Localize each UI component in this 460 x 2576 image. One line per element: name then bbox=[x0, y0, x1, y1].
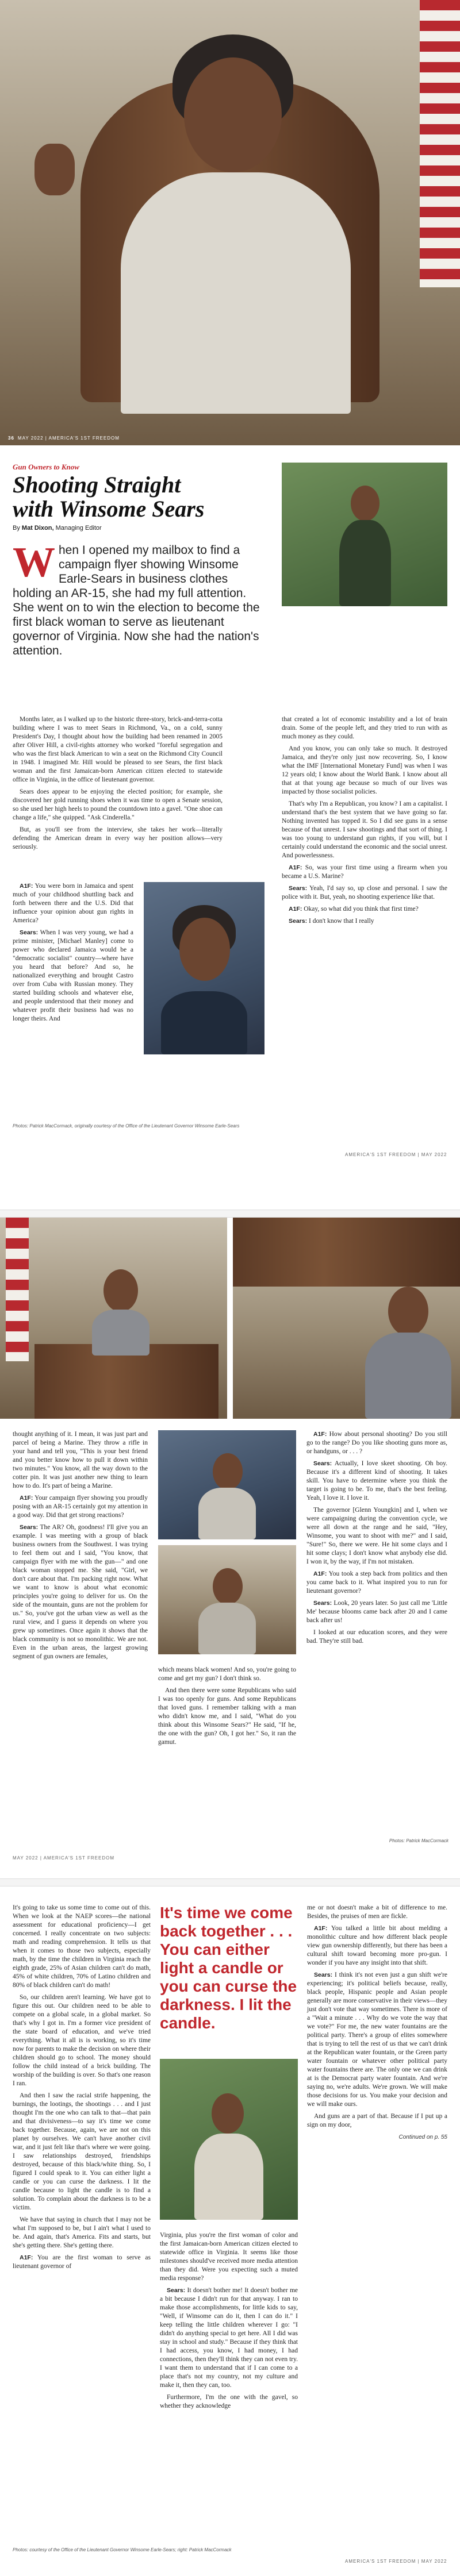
body-paragraph: And then I saw the racial strife happening, the burnings, the lootings, the shootings . . . and I just thought I'm the one who can talk to that—that pain and that divisiveness—to say it's time we come back together. Because, again, we are not on this planet by ourselves. We can't have another civil war, and it just felt like that's where we were going. I saw relationships destroyed, friendships destroyed, because of this black/white thing. So, I figured I could speak to it. You can either light a candle or you can curse the darkness. I lit the candle because to light the candle is to find a solution. To complain about the darkness is to be a victim. bbox=[13, 2092, 151, 2211]
body-paragraph: thought anything of it. I mean, it was just part and parcel of being a Marine. They throw a rifle in your hand and tell you, "This is your best friend and you better know how to pull it down within two minutes." You know, all the way down to the cotter pin. It was just another new thing to learn how to do. It's part of being a Marine. bbox=[13, 1431, 148, 1489]
folio-text: MAY 2022 | AMERICA'S 1ST FREEDOM bbox=[17, 436, 120, 441]
photo-credit: Photos: Patrick MacCormack bbox=[389, 1838, 448, 1843]
body-paragraph: Months later, as I walked up to the historic three-story, brick-and-terra-cotta building where I was to meet Sears in Richmond, Va., on a cold, sunny President's Day, I thought about how the building had been renamed in 2005 after Oliver Hill, a civil-rights attorney who worked "foreful segregation and who was the first black American to win a seat on the Richmond City Council in 1948. I imagined Mr. Hill would be pleased to see Sears, the first black woman and the first Jamaican-born American citizen elected to statewide office in Virginia, in the office of lieutenant governor. bbox=[13, 716, 223, 783]
qa-item: Sears: Actually, I love skeet shooting. Oh boy. Because it's a different kind of shooting. It takes skill. You have to determine where you think the target is going to be. To me, that's the best feeling. Yeah, I love it. I love it. bbox=[306, 1460, 447, 1501]
lead-paragraph bbox=[13, 539, 269, 658]
article-column-1b bbox=[13, 882, 133, 1027]
folio-number: 36 bbox=[8, 436, 14, 441]
person-hand bbox=[34, 144, 75, 195]
byline-name: Mat Dixon, bbox=[21, 525, 54, 532]
continued-note: Continued on p. 55 bbox=[398, 2134, 447, 2140]
body-paragraph: Sears does appear to be enjoying the elected position; for example, she discovered her gold running shoes when it was time to open a Senate session, so she used her high heels to pound the countdown into a gavel. "One shoe can change a life," she quipped. "Ask Cinderella." bbox=[13, 788, 223, 821]
headline-line-1: Shooting Straight bbox=[13, 472, 181, 498]
article-column-1 bbox=[13, 715, 223, 855]
body-paragraph: So, our children aren't learning. We have got to figure this out. Our children need to be able to compete on a global scale, in a global market. So that's why I got in. I'm a former vice president of the state board of education, and we've tried everything. What it all is is working, so it's time now for parents to make the decision on where their children should go to school. The money should follow the child instead of a brick building. The worship of the building is over. So that's one reason I ran. bbox=[13, 1994, 151, 2087]
spread-inset-photo-2 bbox=[158, 1545, 296, 1654]
person-jacket bbox=[194, 2134, 263, 2220]
qa-item: A1F: You were born in Jamaica and spent much of your childhood shuttling back and forth between there and the U.S. Did that influence your opinion about gun rights in America? bbox=[13, 883, 133, 924]
portrait-photo bbox=[144, 882, 264, 1054]
person-face bbox=[103, 1269, 138, 1312]
article-continuation-page bbox=[0, 1886, 460, 2576]
portrait-face bbox=[179, 918, 230, 981]
bookcase bbox=[233, 1218, 460, 1287]
body-paragraph: And guns are a part of that. Because if I put up a sign on my door, bbox=[307, 2113, 447, 2128]
page-footer: MAY 2022 | AMERICA'S 1ST FREEDOM bbox=[13, 1855, 114, 1861]
spread-photo-right bbox=[233, 1218, 460, 1419]
lead-text: hen I opened my mailbox to find a campaign flyer showing Winsome Earle-Sears in business clothes holding an AR-15, she had my full attention. She went on to win the election to become the first black woman to serve as lieutenant governor of Virginia. Now she had the nation's attention. bbox=[13, 544, 260, 657]
qa-item: A1F: You took a step back from politics and then you came back to it. What inspired you to run for lieutenant governor? bbox=[306, 1570, 447, 1595]
qa-item: Sears: The AR? Oh, goodness! I'll give you an example. I was meeting with a group of black business owners from the Southwest. I was trying to feel them out and I said, "You know, that campaign flyer with me with the gun—" and one black woman stopped me. She said, "Girl, we don't care about that. I'm packing right now. What we want to know is about what economic principles you're going to deliver for us. On the side of the mountain, guns are not the problem for us." So, you've got the urban view as well as the rural view, and I guess it depends on where you grew up sometimes. Once again it shows that the black community is not so monolithic. We are not. Even in the urban areas, the largest growing segment of gun owners are females, bbox=[13, 1524, 148, 1660]
continuation-column-3 bbox=[307, 1904, 447, 2142]
page-footer: AMERICA'S 1ST FREEDOM | MAY 2022 bbox=[345, 2559, 447, 2564]
qa-item: Sears: I don't know that I really bbox=[289, 918, 374, 925]
inset-person-face bbox=[351, 486, 379, 521]
body-paragraph: The governor [Glenn Youngkin] and I, when we were campaigning during the convention cycle, we were all down at the range and he said, "Hey, Winsome, you want to shoot with me?" and I said, "Sure!" So, there we were. He hit some clays and I hit some clays; I don't know what anybody else did. I won it, by the way, if I'm not mistaken. bbox=[306, 1507, 447, 1565]
body-paragraph: That's why I'm a Republican, you know? I am a capitalist. I understand that's the best system that we have going so far. Nothing invented has topped it. So I did see guns in a sense because of that unrest. I saw shootings and that sort of thing. I was too young to understand gun rights, if you will, but I certainly could understand the economic and the social unrest. And powerlessness. bbox=[282, 800, 447, 859]
qa-item: Sears: When I was very young, we had a prime minister, [Michael Manley] come to power who declared Jamaica would be a "democratic socialist" country—where have you heard that before? And so, he nationalized everything and brought Castro over from Cuba with Russian money. They started building schools and whatever else, and people understood that their money and whatever profit their business had was no longer theirs. And bbox=[13, 929, 133, 1022]
opening-photo-page bbox=[0, 0, 460, 445]
person-face bbox=[212, 2093, 244, 2134]
article-spread-page bbox=[0, 1218, 460, 1878]
photo-credit: Photos: courtesy of the Office of the Lieutenant Governor Winsome Earle-Sears; right: Patrick MacCormack bbox=[13, 2547, 232, 2552]
spread-column-1 bbox=[13, 1430, 148, 1665]
byline-prefix: By bbox=[13, 525, 20, 532]
body-paragraph: Virginia, plus you're the first woman of color and the first Jamaican-born American citizen elected to statewide office in Virginia. It seems like those milestones should've received more media attention than they did. Were you expecting such a muted media response? bbox=[160, 2232, 298, 2282]
page-footer: AMERICA'S 1ST FREEDOM | MAY 2022 bbox=[345, 1152, 447, 1157]
qa-item: A1F: So, was your first time using a firearm when you became a U.S. Marine? bbox=[282, 864, 447, 880]
qa-item: A1F: You talked a little bit about melding a monolithic culture and how different black people view gun ownership differently, but there has been a cultural shift toward becoming more pro-gun. I wonder if you have any insight into that shift. bbox=[307, 1925, 447, 1966]
spread-column-2 bbox=[158, 1666, 296, 1750]
opening-photo bbox=[0, 0, 460, 445]
person-jacket bbox=[198, 1603, 256, 1654]
article-inset-photo bbox=[282, 463, 447, 606]
spread-column-3 bbox=[306, 1430, 447, 1649]
headline-line-2: with Winsome Sears bbox=[13, 496, 205, 522]
person-face bbox=[388, 1287, 428, 1336]
continuation-column-2 bbox=[160, 2231, 298, 2414]
section-kicker: Gun Owners to Know bbox=[13, 463, 79, 471]
qa-item: Sears: I think it's not even just a gun shift we're experiencing; it's political beliefs because, really, black people, Hispanic people and Asian people generally are more conservative in their views—they just don't vote that way sometimes. There is more of a "Wait a minute . . . Why do we vote the way that we vote?" For me, the new water fountains are the political party. There's a group of elites somewhere that is trying to tell the rest of us that we can't drink at the Republican water fountain, or the Green party water fountain or whatever other political party water fountains there are. The only one we can drink at is the Democrat party water fountain. And we're saying no, we're adults. We're grown. We will make those decisions for us. You make your decision and we will make ours. bbox=[307, 1972, 448, 2108]
person-jacket bbox=[121, 172, 351, 414]
qa-item: A1F: How about personal shooting? Do you still go to the range? Do you like shooting guns more as, or handguns, or . . . ? bbox=[306, 1431, 447, 1455]
continuation-inset-photo bbox=[160, 2059, 298, 2220]
inset-person-dress bbox=[339, 520, 391, 606]
body-paragraph: It's going to take us some time to come out of this. When we look at the NAEP scores—the national assessment for educational proficiency—I get concerned. I really concentrate on two subjects: math and reading comprehension. It tells us that when it comes to those two subjects, especially math, by the time the children in Virginia reach the eighth grade, 25% of Asian children can't do math, 45% of white children, 70% of Latino children and 80% of black children can't do math! bbox=[13, 1904, 151, 1989]
person-face bbox=[184, 57, 282, 172]
body-paragraph: And you know, you can only take so much. It destroyed Jamaica, and they're only just now recovering. So, I know what the IMF [International Monetary Fund] was when I was 12 years old; I know about the World Bank. I know about all that at that young age because so much of our lives was impacted by those socialist policies. bbox=[282, 745, 447, 795]
qa-item: A1F: Your campaign flyer showing you proudly posing with an AR-15 certainly got my attention in a good way. Did that get strong reactions? bbox=[13, 1495, 148, 1519]
flag-decor bbox=[6, 1218, 29, 1361]
body-paragraph: And then there were some Republicans who said I was too openly for guns. And some Republicans that loved guns. I remember talking with a man who didn't know me, and I said, "What do you think about this Winsome Sears?" He said, "If he, the one with the gun? Oh, I got her." So, it ran the gamut. bbox=[158, 1687, 296, 1746]
photo-credit: Photos: Patrick MacCormack, originally courtesy of the Office of the Lieutenant Governor Winsome Earle-Sears bbox=[13, 1123, 240, 1129]
pull-quote: It's time we come back together . . . You can either light a candle or you can curse the darkness. I lit the candle. bbox=[160, 1904, 297, 2032]
body-paragraph: that created a lot of economic instability and a lot of brain drain. Some of the people left, and they tried to run with as much money as they could. bbox=[282, 716, 447, 740]
person-jacket bbox=[198, 1488, 256, 1539]
flag-decor bbox=[420, 0, 460, 287]
person-face bbox=[213, 1453, 243, 1490]
qa-item: A1F: You are the first woman to serve as lieutenant governor of bbox=[13, 2254, 151, 2270]
drop-cap: W bbox=[13, 539, 55, 586]
body-paragraph: me or not doesn't make a bit of difference to me. Besides, the pruises of men are fickle. bbox=[307, 1904, 447, 1920]
qa-item: Sears: Look, 20 years later. So just call me 'Little Me' because blooms came back after 20 and I came back after us! bbox=[306, 1600, 447, 1624]
qa-item: Sears: It doesn't bother me! It doesn't bother me a bit because I didn't run for that anyway. I ran to make those accomplishments, for little kids to say, "Well, if Winsome can do it, then I can do it." I keep telling the little children wherever I go: "I didn't do anything special to get here. All I did was stay in school and study." Because if they think that I had access, you know, I had money, I had connections, then they'll think they can not even try. I want them to understand that if I can come to a place that's not my country, not my culture and make it, then they can, too. bbox=[160, 2287, 298, 2389]
qa-item: A1F: Okay, so what did you think that first time? bbox=[289, 906, 419, 912]
spread-inset-photo-1 bbox=[158, 1430, 296, 1539]
page-separator bbox=[0, 1210, 460, 1218]
article-column-2 bbox=[282, 715, 447, 929]
body-paragraph: Furthermore, I'm the one with the gavel, so whether they acknowledge bbox=[160, 2394, 298, 2409]
body-paragraph: But, as you'll see from the interview, she takes her work—literally defending the American dream in every way her position allows—very seriously. bbox=[13, 826, 223, 850]
body-paragraph: We have that saying in church that I may not be what I'm supposed to be, but I ain't what I used to be. And again, that's America. Fits and starts, but she's getting there. She's getting there. bbox=[13, 2216, 151, 2249]
continuation-column-1 bbox=[13, 1904, 151, 2274]
person-face bbox=[213, 1568, 243, 1605]
qa-item: Sears: Yeah, I'd say so, up close and personal. I saw the police with it. But, yeah, no shooting experience like that. bbox=[282, 885, 447, 900]
byline-title: Managing Editor bbox=[55, 525, 102, 532]
page-folio bbox=[8, 436, 120, 441]
spread-photo-left bbox=[0, 1218, 227, 1419]
page-separator bbox=[0, 1878, 460, 1886]
person-jacket bbox=[365, 1333, 451, 1419]
portrait-jacket bbox=[161, 991, 247, 1054]
article-start-page bbox=[0, 445, 460, 1210]
person-jacket bbox=[92, 1310, 150, 1356]
body-paragraph: which means black women! And so, you're going to come and get my gun? I don't think so. bbox=[158, 1666, 296, 1682]
body-paragraph: I looked at our education scores, and they were bad. They're still bad. bbox=[306, 1629, 447, 1645]
